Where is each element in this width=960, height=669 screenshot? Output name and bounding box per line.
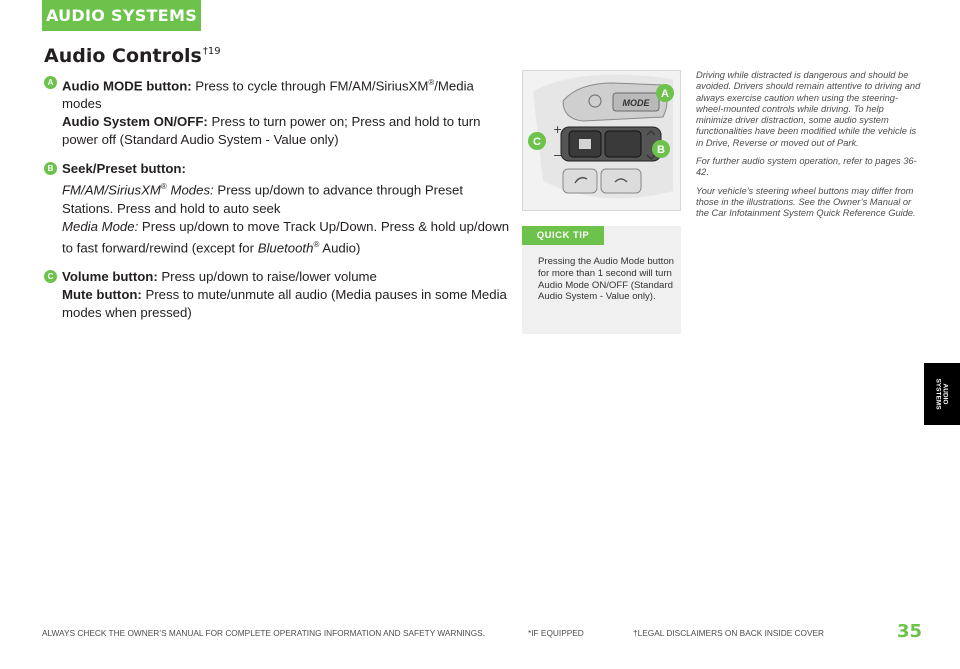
title-superscript: †19 (202, 46, 221, 57)
list-item-mode (44, 74, 514, 149)
item-text: Press up/down to move Track Up/Down. Press & hold up/down to fast forward/rewind (except for (62, 218, 510, 256)
svg-text:C: C (533, 136, 541, 148)
side-section-tab (924, 363, 960, 425)
quick-tip-label: QUICK TIP (522, 226, 604, 245)
svg-text:−: − (553, 149, 563, 162)
item-italic: Media Mode: (62, 218, 139, 234)
badge-c: C (44, 270, 57, 283)
callout-a (656, 84, 674, 102)
side-tab-label: AUDIO SYSTEMS (935, 378, 949, 410)
safety-notes (696, 70, 921, 227)
registered-mark: ® (160, 182, 167, 192)
page-number: 35 (897, 621, 923, 642)
item-label: Seek/Preset button: (62, 161, 186, 177)
callout-b (652, 140, 670, 158)
quick-tip-text: Pressing the Audio Mode button for more than 1 second will turn Audio Mode ON/OFF (Standard Audio System - Value only). (538, 256, 675, 303)
item-text: Press up/down to raise/lower volume (157, 269, 377, 285)
badge-b: B (44, 162, 57, 175)
footer-if-equipped: *IF EQUIPPED (528, 628, 584, 638)
list-item-volume (44, 268, 514, 322)
item-text: Audio) (319, 240, 361, 256)
registered-mark: ® (313, 239, 320, 249)
item-text: Press up/down to advance through Preset Stations. Press and hold to auto seek (62, 182, 463, 216)
badge-a: A (44, 76, 57, 89)
controls-list (44, 74, 514, 333)
note-refer-pages: For further audio system operation, refer to pages 36-42. (696, 156, 917, 178)
item-italic: Bluetooth (257, 240, 314, 256)
title-text: Audio Controls (44, 45, 202, 67)
item-text: Press to turn power on; Press and hold to turn power off (Standard Audio System - Value only) (62, 114, 481, 148)
svg-text:B: B (657, 144, 665, 156)
list-item-seek (44, 160, 514, 257)
item-text: Press to mute/unmute all audio (Media pauses in some Media modes when pressed) (62, 287, 507, 321)
item-text: /Media modes (62, 78, 474, 112)
svg-text:+: + (553, 123, 563, 136)
note-buttons-differ: Your vehicle’s steering wheel buttons may differ from those in the illustrations. See the Owner’s Manual or the Car Infotainment System Quick Reference Guide. (696, 185, 916, 219)
svg-text:A: A (661, 88, 669, 100)
note-distraction: Driving while distracted is dangerous and should be avoided. Drivers should remain attentive to driving and always exercise caution when using the steering-wheel-mounted controls while driving. To help minimize driver distraction, some audio system functionalities have been modified while the vehicle is in Drive, Reverse or moved out of Park. (696, 70, 921, 148)
page-title (44, 45, 221, 67)
item-label: Audio System ON/OFF: (62, 114, 208, 130)
item-label: Mute button: (62, 287, 142, 303)
quick-tip-box (522, 226, 681, 334)
footer-warning: ALWAYS CHECK THE OWNER’S MANUAL FOR COMPLETE OPERATING INFORMATION AND SAFETY WARNINGS. (42, 628, 486, 638)
steering-wheel-controls-image (522, 70, 681, 211)
footer-legal: †LEGAL DISCLAIMERS ON BACK INSIDE COVER (633, 628, 825, 638)
registered-mark: ® (428, 78, 435, 87)
item-italic: FM/AM/SiriusXM (62, 182, 161, 198)
steering-wheel-illustration (523, 71, 680, 210)
item-italic: Modes: (166, 182, 214, 198)
item-label: Audio MODE button: (62, 78, 192, 94)
callout-c (528, 132, 546, 150)
mode-button-label: MODE (622, 98, 650, 108)
mute-icon (579, 139, 591, 149)
section-tab: AUDIO SYSTEMS (42, 0, 201, 31)
item-text: Press to cycle through FM/AM/SiriusXM (191, 78, 429, 94)
item-label: Volume button: (62, 269, 158, 285)
